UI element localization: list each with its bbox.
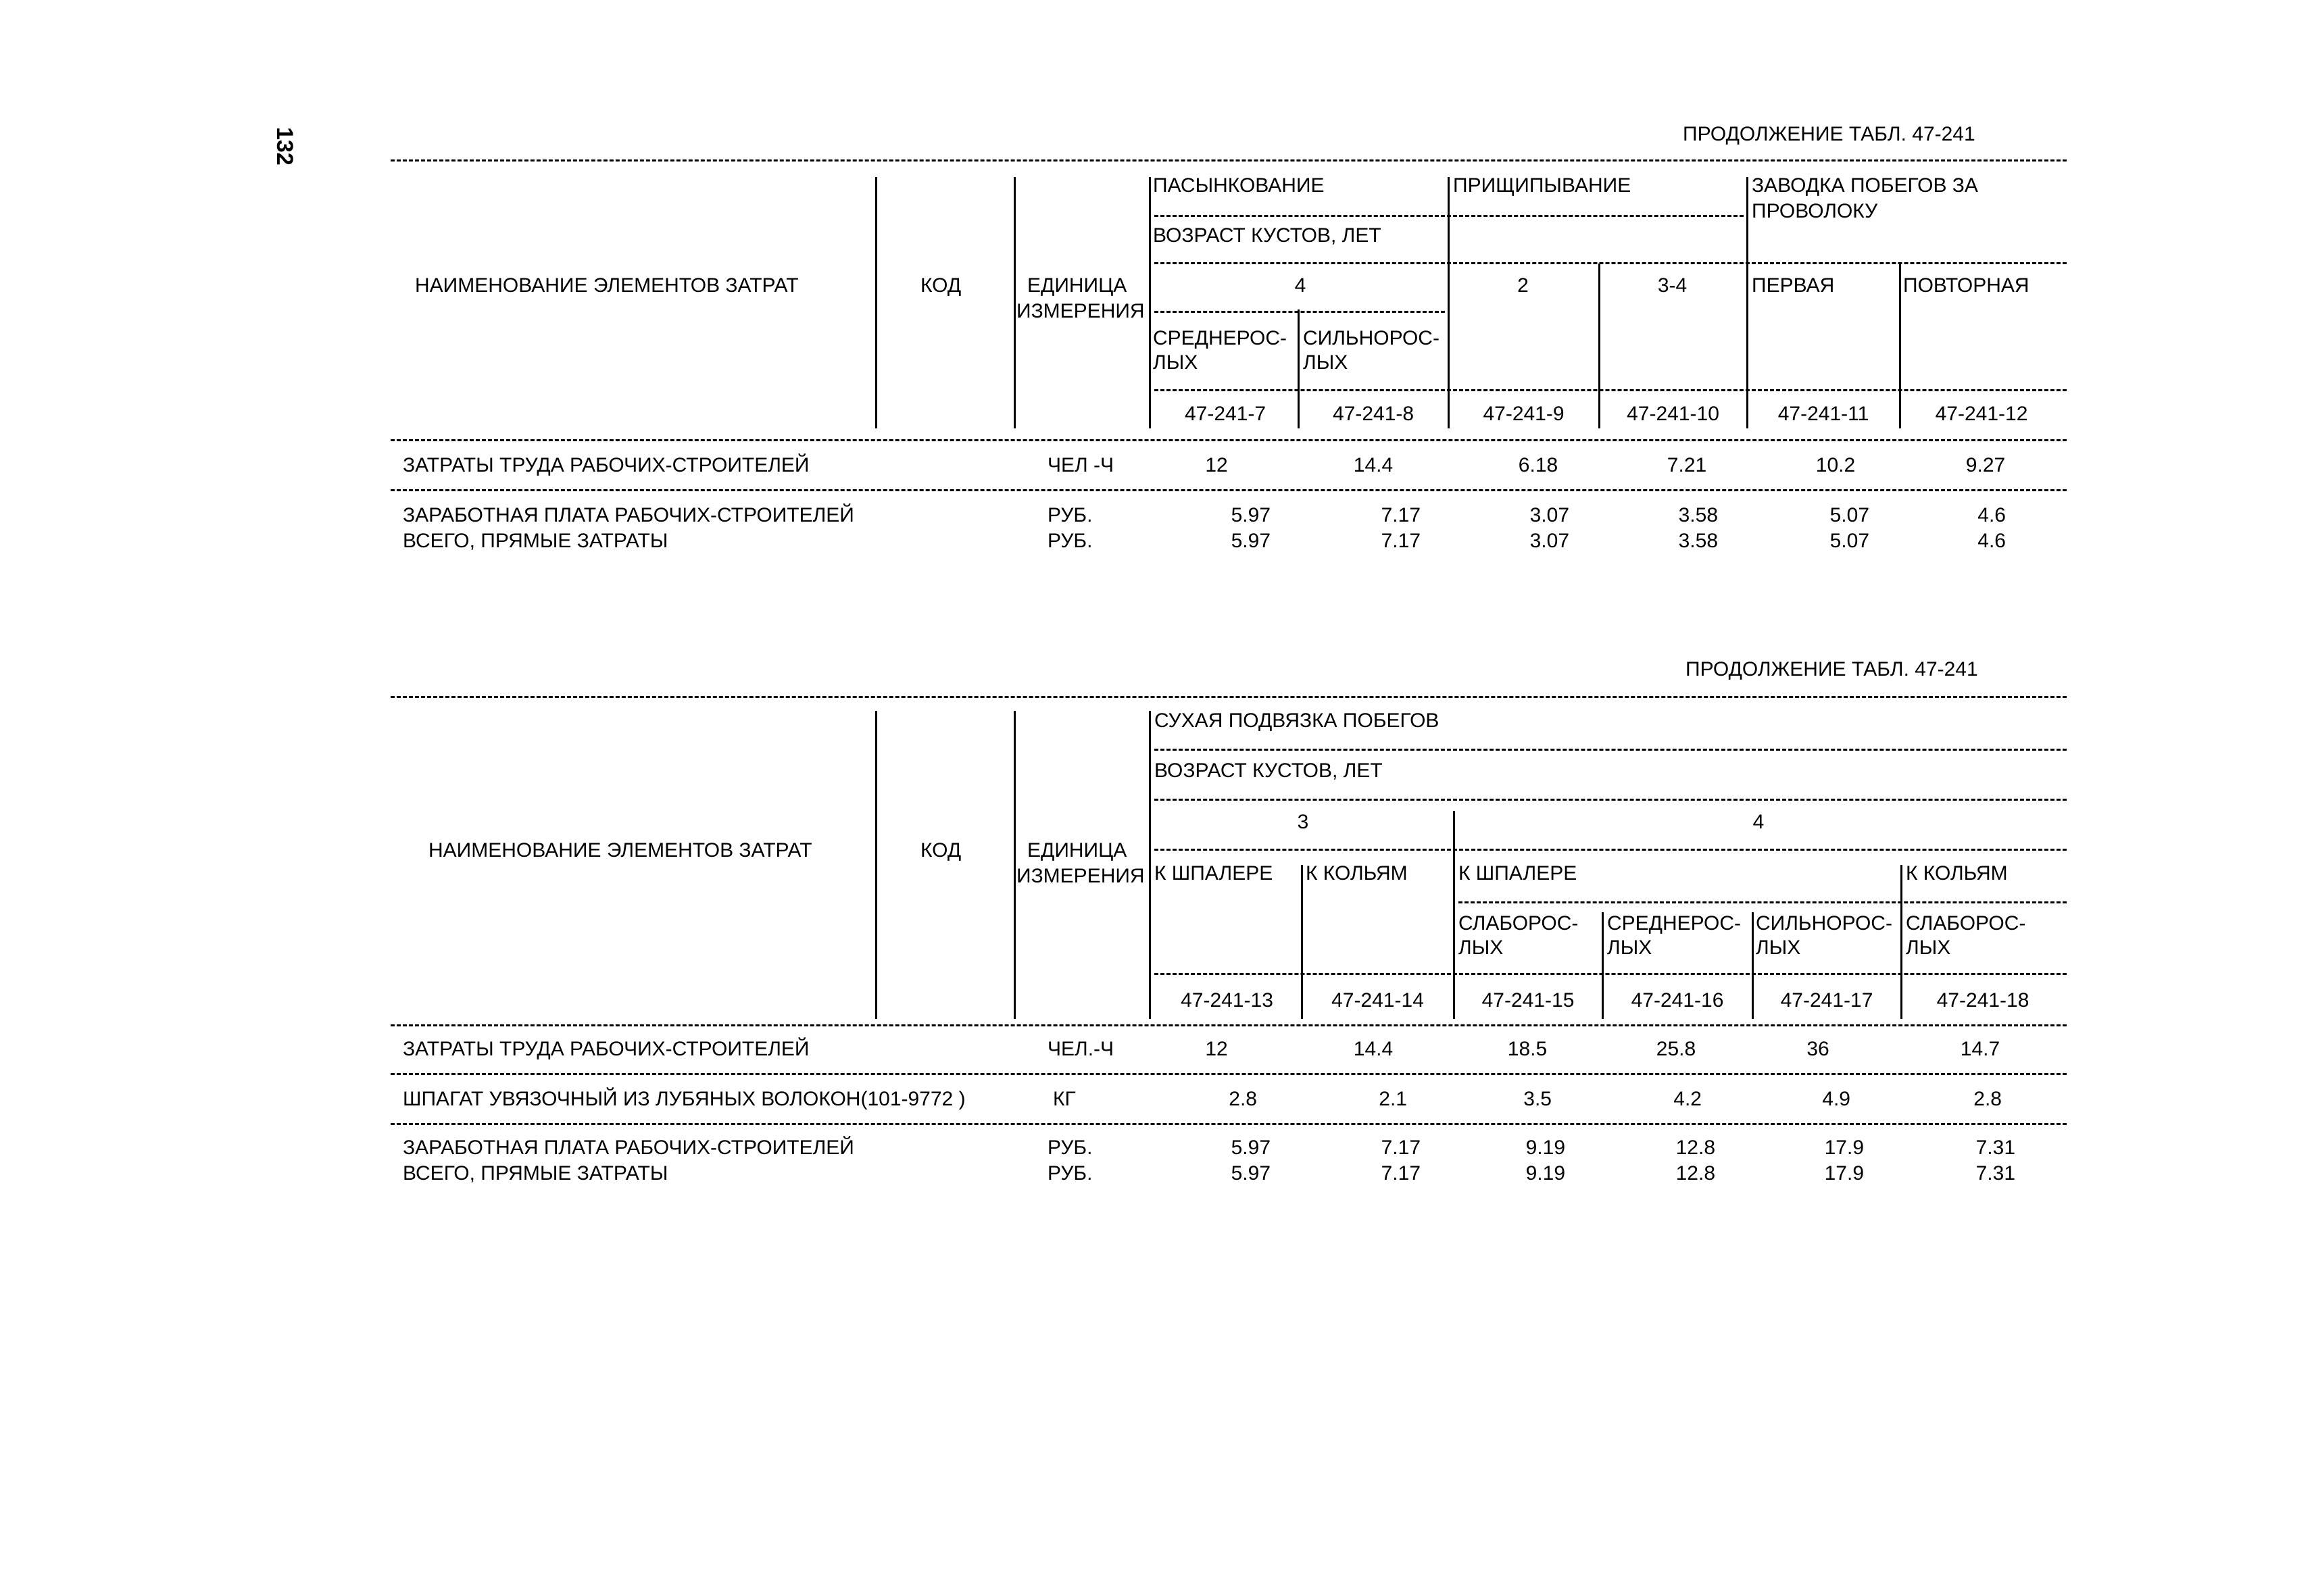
table1-row-unit: РУБ. (1048, 504, 1093, 526)
table2-vsep-unit (1149, 711, 1151, 1019)
table1-header-sredne-2: ЛЫХ (1153, 351, 1198, 374)
table1-cell: 5.07 (1829, 504, 1869, 526)
table1-cell: 4.6 (1977, 530, 2006, 552)
table2-header-kolyam-a: К КОЛЬЯМ (1306, 862, 1408, 884)
table2-vsep-name (875, 711, 877, 1019)
table1-row-name: ВСЕГО, ПРЯМЫЕ ЗАТРАТЫ (403, 530, 668, 552)
table2-cell: 14.4 (1353, 1038, 1394, 1060)
table1-header-age-34: 3-4 (1657, 274, 1688, 297)
table2-rule-group (1154, 749, 2067, 751)
table1-cell: 5.97 (1231, 504, 1271, 526)
table1-rule-subs (1154, 389, 2067, 391)
table1-header-prish: ПРИЩИПЫВАНИЕ (1453, 174, 1631, 197)
table1-header-zavodka-1: ЗАВОДКА ПОБЕГОВ ЗА (1752, 174, 1978, 197)
table1-header-silno-1: СИЛЬНОРОС- (1303, 327, 1439, 349)
table1-code: 47-241-8 (1332, 403, 1414, 425)
table2-vsep-code (1014, 711, 1016, 1019)
table1-header-age: ВОЗРАСТ КУСТОВ, ЛЕТ (1153, 224, 1381, 247)
table1-cell: 5.97 (1231, 530, 1271, 552)
table1-header-age-2: 2 (1517, 274, 1529, 297)
table1-header-first: ПЕРВАЯ (1752, 274, 1835, 297)
table2-header-code: КОД (920, 839, 962, 862)
table2-row-unit: ЧЕЛ.-Ч (1048, 1038, 1114, 1060)
table1-code: 47-241-9 (1483, 403, 1565, 425)
table1-row-unit: ЧЕЛ -Ч (1048, 454, 1114, 476)
table2-header-bottom-rule (391, 1024, 2067, 1026)
table2-cell: 3.5 (1523, 1088, 1552, 1110)
table2-cell: 17.9 (1824, 1137, 1864, 1159)
table2-header-shpalere-b: К ШПАЛЕРЕ (1458, 862, 1577, 884)
table2-row-rule (391, 1123, 2067, 1125)
table1-header-age-4: 4 (1294, 274, 1306, 297)
table1-cell: 14.4 (1353, 454, 1394, 476)
table1-cell: 3.07 (1529, 504, 1569, 526)
table2-header-sredne-2: ЛЫХ (1607, 937, 1652, 959)
table1-cell: 6.18 (1518, 454, 1558, 476)
table2-cell: 9.19 (1525, 1162, 1565, 1184)
table2-cell: 7.17 (1381, 1162, 1421, 1184)
table2-row-rule (391, 1073, 2067, 1075)
table2-code: 47-241-18 (1936, 989, 2029, 1012)
table2-rule-34 (1154, 849, 2067, 851)
table2-row-unit: РУБ. (1048, 1137, 1093, 1159)
table1-cell: 12 (1205, 454, 1228, 476)
table1-row-name: ЗАРАБОТНАЯ ПЛАТА РАБОЧИХ-СТРОИТЕЛЕЙ (403, 504, 854, 526)
table2-row-unit: КГ (1053, 1088, 1076, 1110)
table2-header-age-3: 3 (1297, 811, 1309, 833)
table1-cell: 3.07 (1529, 530, 1569, 552)
table2-caption: ПРОДОЛЖЕНИЕ ТАБЛ. 47-241 (1685, 658, 1978, 680)
table2-header-slabo2-2: ЛЫХ (1906, 937, 1951, 959)
table1-header-unit-2: ИЗМЕРЕНИЯ (1016, 300, 1145, 322)
table1-header-zavodka-2: ПРОВОЛОКУ (1752, 200, 1878, 222)
table1-cell: 4.6 (1977, 504, 2006, 526)
table2-header-age-4: 4 (1752, 811, 1765, 833)
table1-caption: ПРОДОЛЖЕНИЕ ТАБЛ. 47-241 (1683, 123, 1975, 145)
table2-header-sredne-1: СРЕДНЕРОС- (1607, 912, 1742, 934)
table2-cell: 7.31 (1975, 1137, 2015, 1159)
table2-cell: 4.9 (1822, 1088, 1850, 1110)
table2-cell: 5.97 (1231, 1162, 1271, 1184)
table2-rule-age (1154, 799, 2067, 801)
table2-row-unit: РУБ. (1048, 1162, 1093, 1184)
table1-header-repeat: ПОВТОРНАЯ (1903, 274, 2029, 297)
table1-header-sredne-1: СРЕДНЕРОС- (1153, 327, 1287, 349)
table1-code: 47-241-11 (1777, 403, 1869, 425)
table2-code: 47-241-15 (1481, 989, 1575, 1012)
table2-cell: 12 (1205, 1038, 1228, 1060)
table1-header-pasynk: ПАСЫНКОВАНИЕ (1153, 174, 1325, 197)
table2-row-name: ВСЕГО, ПРЯМЫЕ ЗАТРАТЫ (403, 1162, 668, 1184)
table2-header-slabo2-1: СЛАБОРОС- (1906, 912, 2026, 934)
table2-row-name: ШПАГАТ УВЯЗОЧНЫЙ ИЗ ЛУБЯНЫХ ВОЛОКОН(101-9772 ) (403, 1088, 966, 1110)
table1-cell: 7.17 (1381, 530, 1421, 552)
table1-top-rule (391, 159, 2067, 161)
table2-header-unit-1: ЕДИНИЦА (1027, 839, 1127, 862)
table1-header-silno-2: ЛЫХ (1303, 351, 1348, 374)
table1-vsep-code (1014, 177, 1016, 428)
table1-header-code: КОД (920, 274, 962, 297)
table1-cell: 7.21 (1667, 454, 1707, 476)
table1-cell: 3.58 (1678, 530, 1718, 552)
table2-cell: 25.8 (1656, 1038, 1696, 1060)
table2-cell: 14.7 (1960, 1038, 2000, 1060)
table1-header-bottom-rule (391, 439, 2067, 441)
table2-cell: 12.8 (1675, 1137, 1715, 1159)
page-number: 132 (272, 127, 297, 166)
table2-cell: 4.2 (1673, 1088, 1702, 1110)
table1-rule-4 (1154, 311, 1445, 313)
table2-header-slabo-1: СЛАБОРОС- (1458, 912, 1579, 934)
table2-code: 47-241-17 (1780, 989, 1873, 1012)
table1-header-unit-1: ЕДИНИЦА (1027, 274, 1127, 297)
table2-code: 47-241-16 (1631, 989, 1724, 1012)
table1-vsep-unit (1149, 177, 1151, 428)
table2-cell: 5.97 (1231, 1137, 1271, 1159)
table2-cell: 2.1 (1379, 1088, 1407, 1110)
table1-vsep-name (875, 177, 877, 428)
table2-cell: 7.17 (1381, 1137, 1421, 1159)
table2-cell: 2.8 (1973, 1088, 2002, 1110)
table2-cell: 2.8 (1229, 1088, 1257, 1110)
table1-code: 47-241-12 (1935, 403, 2028, 425)
table1-code: 47-241-10 (1627, 403, 1719, 425)
table2-header-shpalere-a: К ШПАЛЕРЕ (1154, 862, 1273, 884)
table2-header-slabo-2: ЛЫХ (1458, 937, 1504, 959)
table2-row-name: ЗАТРАТЫ ТРУДА РАБОЧИХ-СТРОИТЕЛЕЙ (403, 1038, 810, 1060)
table1-cell: 7.17 (1381, 504, 1421, 526)
table1-row-name: ЗАТРАТЫ ТРУДА РАБОЧИХ-СТРОИТЕЛЕЙ (403, 454, 810, 476)
table2-rule-shpalera (1458, 901, 2067, 903)
table2-header-age: ВОЗРАСТ КУСТОВ, ЛЕТ (1154, 759, 1383, 782)
table2-cell: 12.8 (1675, 1162, 1715, 1184)
table2-cell: 18.5 (1507, 1038, 1548, 1060)
table1-rule-group (1154, 215, 1744, 217)
table1-cell: 10.2 (1815, 454, 1856, 476)
table2-row-name: ЗАРАБОТНАЯ ПЛАТА РАБОЧИХ-СТРОИТЕЛЕЙ (403, 1137, 854, 1159)
table1-header-name: НАИМЕНОВАНИЕ ЭЛЕМЕНТОВ ЗАТРАТ (415, 274, 799, 297)
table2-cell: 36 (1806, 1038, 1829, 1060)
table2-vsep-c2 (1453, 811, 1455, 1019)
table2-cell: 7.31 (1975, 1162, 2015, 1184)
table2-header-silno-1: СИЛЬНОРОС- (1756, 912, 1892, 934)
table2-header-dry: СУХАЯ ПОДВЯЗКА ПОБЕГОВ (1154, 709, 1439, 732)
table2-header-name: НАИМЕНОВАНИЕ ЭЛЕМЕНТОВ ЗАТРАТ (428, 839, 812, 862)
table2-header-silno-2: ЛЫХ (1756, 937, 1801, 959)
table2-code: 47-241-13 (1181, 989, 1273, 1012)
table1-rule-age (1154, 262, 2067, 264)
table1-row-unit: РУБ. (1048, 530, 1093, 552)
table1-code: 47-241-7 (1184, 403, 1266, 425)
table1-cell: 5.07 (1829, 530, 1869, 552)
table2-code: 47-241-14 (1331, 989, 1424, 1012)
table2-header-kolyam-b: К КОЛЬЯМ (1906, 862, 2008, 884)
table2-rule-subs (1154, 973, 2067, 975)
table2-cell: 9.19 (1525, 1137, 1565, 1159)
table1-row-rule (391, 489, 2067, 491)
table1-cell: 3.58 (1678, 504, 1718, 526)
table1-cell: 9.27 (1965, 454, 2006, 476)
table2-cell: 17.9 (1824, 1162, 1864, 1184)
table2-header-unit-2: ИЗМЕРЕНИЯ (1016, 865, 1145, 887)
table2-top-rule (391, 696, 2067, 698)
